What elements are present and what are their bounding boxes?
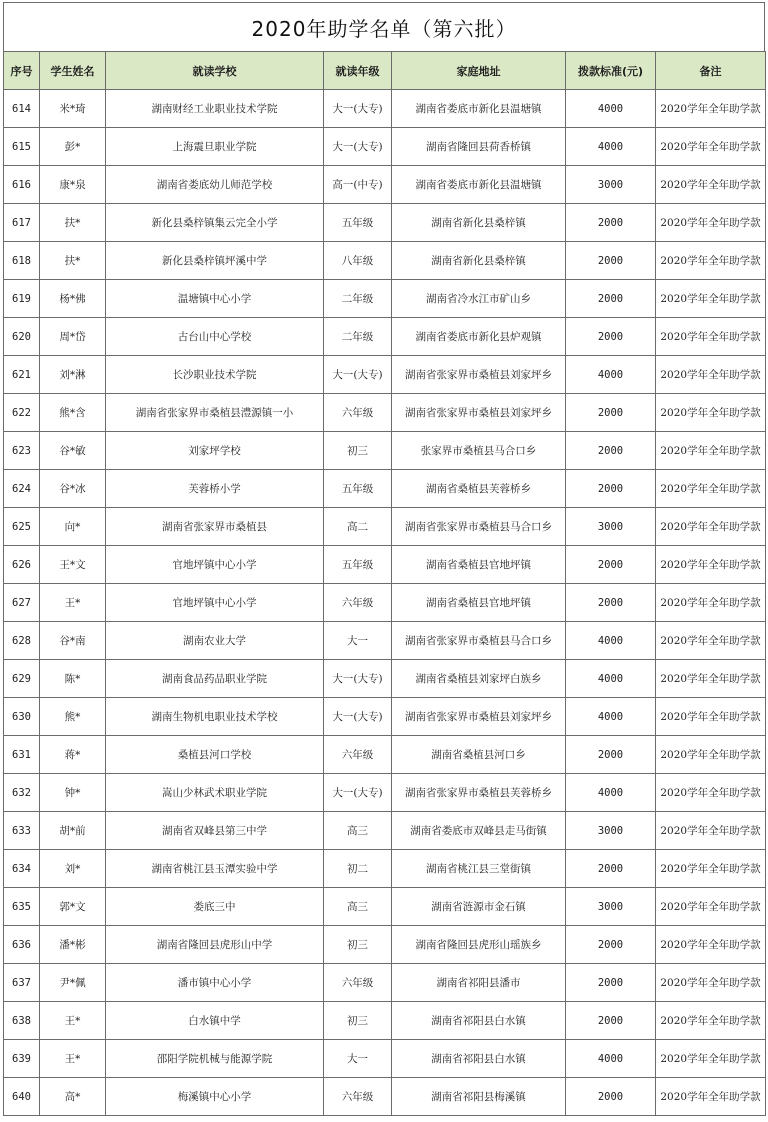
cell-note: 2020学年全年助学款 (656, 888, 766, 926)
table-row (4, 204, 766, 242)
cell-student-name: 高* (40, 1078, 106, 1116)
table-row (4, 546, 766, 584)
table-row (4, 432, 766, 470)
cell-number: 625 (4, 508, 40, 546)
cell-number: 627 (4, 584, 40, 622)
cell-amount: 4000 (566, 698, 656, 736)
cell-number: 614 (4, 90, 40, 128)
cell-grade: 高一(中专) (324, 166, 392, 204)
cell-note: 2020学年全年助学款 (656, 508, 766, 546)
cell-address: 湖南省涟源市金石镇 (392, 888, 566, 926)
table-row (4, 736, 766, 774)
cell-address: 湖南省桑植县官地坪镇 (392, 546, 566, 584)
cell-school: 官地坪镇中心小学 (106, 584, 324, 622)
cell-number: 638 (4, 1002, 40, 1040)
cell-address: 湖南省冷水江市矿山乡 (392, 280, 566, 318)
cell-grade: 大一(大专) (324, 698, 392, 736)
cell-student-name: 王* (40, 1040, 106, 1078)
cell-student-name: 米*琦 (40, 90, 106, 128)
cell-school: 湖南省双峰县第三中学 (106, 812, 324, 850)
cell-note: 2020学年全年助学款 (656, 90, 766, 128)
cell-address: 湖南省隆回县荷香桥镇 (392, 128, 566, 166)
cell-school: 湖南省隆回县虎形山中学 (106, 926, 324, 964)
cell-address: 湖南省桑植县官地坪镇 (392, 584, 566, 622)
cell-student-name: 扶* (40, 242, 106, 280)
cell-grade: 大一(大专) (324, 660, 392, 698)
column-header-school: 就读学校 (106, 52, 324, 90)
table-row (4, 242, 766, 280)
cell-number: 622 (4, 394, 40, 432)
cell-school: 湖南省娄底幼儿师范学校 (106, 166, 324, 204)
column-header-address: 家庭地址 (392, 52, 566, 90)
cell-school: 湖南财经工业职业技术学院 (106, 90, 324, 128)
cell-note: 2020学年全年助学款 (656, 470, 766, 508)
cell-number: 640 (4, 1078, 40, 1116)
cell-note: 2020学年全年助学款 (656, 584, 766, 622)
cell-address: 张家界市桑植县马合口乡 (392, 432, 566, 470)
cell-grade: 初三 (324, 926, 392, 964)
aid-list-sheet (3, 2, 765, 1116)
cell-grade: 二年级 (324, 318, 392, 356)
cell-school: 湖南省张家界市桑植县澧源镇一小 (106, 394, 324, 432)
cell-amount: 2000 (566, 584, 656, 622)
cell-amount: 4000 (566, 774, 656, 812)
cell-note: 2020学年全年助学款 (656, 242, 766, 280)
cell-grade: 八年级 (324, 242, 392, 280)
cell-amount: 2000 (566, 926, 656, 964)
table-row (4, 128, 766, 166)
cell-address: 湖南省桑植县刘家坪白族乡 (392, 660, 566, 698)
cell-number: 623 (4, 432, 40, 470)
cell-note: 2020学年全年助学款 (656, 128, 766, 166)
cell-note: 2020学年全年助学款 (656, 926, 766, 964)
cell-amount: 2000 (566, 242, 656, 280)
cell-address: 湖南省娄底市新化县炉观镇 (392, 318, 566, 356)
cell-grade: 五年级 (324, 546, 392, 584)
page-title: 2020年助学名单（第六批） (3, 2, 765, 51)
cell-student-name: 蒋* (40, 736, 106, 774)
cell-address: 湖南省张家界市桑植县刘家坪乡 (392, 356, 566, 394)
cell-school: 梅溪镇中心小学 (106, 1078, 324, 1116)
cell-student-name: 王* (40, 584, 106, 622)
table-row (4, 584, 766, 622)
cell-grade: 高三 (324, 812, 392, 850)
cell-address: 湖南省祁阳县潘市 (392, 964, 566, 1002)
cell-number: 618 (4, 242, 40, 280)
cell-grade: 大一 (324, 622, 392, 660)
cell-note: 2020学年全年助学款 (656, 394, 766, 432)
cell-school: 芙蓉桥小学 (106, 470, 324, 508)
cell-grade: 初三 (324, 432, 392, 470)
cell-school: 湖南省桃江县玉潭实验中学 (106, 850, 324, 888)
cell-number: 636 (4, 926, 40, 964)
cell-school: 邵阳学院机械与能源学院 (106, 1040, 324, 1078)
cell-amount: 4000 (566, 356, 656, 394)
cell-student-name: 扶* (40, 204, 106, 242)
cell-amount: 2000 (566, 964, 656, 1002)
cell-amount: 4000 (566, 90, 656, 128)
cell-number: 621 (4, 356, 40, 394)
cell-number: 639 (4, 1040, 40, 1078)
cell-number: 620 (4, 318, 40, 356)
aid-table (3, 51, 766, 1116)
cell-school: 湖南省张家界市桑植县 (106, 508, 324, 546)
cell-note: 2020学年全年助学款 (656, 432, 766, 470)
cell-amount: 2000 (566, 280, 656, 318)
cell-amount: 4000 (566, 622, 656, 660)
table-row (4, 166, 766, 204)
cell-student-name: 尹*佩 (40, 964, 106, 1002)
cell-grade: 六年级 (324, 736, 392, 774)
cell-student-name: 王* (40, 1002, 106, 1040)
cell-amount: 3000 (566, 812, 656, 850)
cell-school: 温塘镇中心小学 (106, 280, 324, 318)
cell-note: 2020学年全年助学款 (656, 546, 766, 584)
cell-note: 2020学年全年助学款 (656, 280, 766, 318)
cell-student-name: 彭* (40, 128, 106, 166)
table-row (4, 888, 766, 926)
cell-school: 湖南农业大学 (106, 622, 324, 660)
table-row (4, 1040, 766, 1078)
cell-student-name: 周*岱 (40, 318, 106, 356)
cell-school: 新化县桑梓镇坪溪中学 (106, 242, 324, 280)
cell-amount: 3000 (566, 166, 656, 204)
cell-student-name: 刘* (40, 850, 106, 888)
cell-address: 湖南省张家界市桑植县芙蓉桥乡 (392, 774, 566, 812)
cell-amount: 2000 (566, 470, 656, 508)
cell-school: 刘家坪学校 (106, 432, 324, 470)
cell-address: 湖南省张家界市桑植县刘家坪乡 (392, 394, 566, 432)
cell-school: 长沙职业技术学院 (106, 356, 324, 394)
cell-student-name: 钟* (40, 774, 106, 812)
cell-note: 2020学年全年助学款 (656, 204, 766, 242)
cell-school: 嵩山少林武术职业学院 (106, 774, 324, 812)
cell-grade: 高二 (324, 508, 392, 546)
column-header-student-name: 学生姓名 (40, 52, 106, 90)
cell-grade: 六年级 (324, 964, 392, 1002)
cell-amount: 4000 (566, 128, 656, 166)
table-row (4, 964, 766, 1002)
cell-student-name: 熊* (40, 698, 106, 736)
table-row (4, 698, 766, 736)
cell-address: 湖南省张家界市桑植县刘家坪乡 (392, 698, 566, 736)
cell-number: 630 (4, 698, 40, 736)
cell-note: 2020学年全年助学款 (656, 698, 766, 736)
cell-address: 湖南省娄底市新化县温塘镇 (392, 90, 566, 128)
cell-note: 2020学年全年助学款 (656, 774, 766, 812)
cell-note: 2020学年全年助学款 (656, 318, 766, 356)
cell-note: 2020学年全年助学款 (656, 1040, 766, 1078)
cell-grade: 五年级 (324, 470, 392, 508)
table-row (4, 1078, 766, 1116)
cell-school: 上海震旦职业学院 (106, 128, 324, 166)
cell-amount: 2000 (566, 204, 656, 242)
cell-student-name: 谷*南 (40, 622, 106, 660)
cell-amount: 4000 (566, 1040, 656, 1078)
cell-school: 湖南食品药品职业学院 (106, 660, 324, 698)
cell-student-name: 胡*前 (40, 812, 106, 850)
cell-number: 624 (4, 470, 40, 508)
cell-number: 615 (4, 128, 40, 166)
cell-student-name: 康*泉 (40, 166, 106, 204)
table-row (4, 394, 766, 432)
cell-address: 湖南省隆回县虎形山瑶族乡 (392, 926, 566, 964)
cell-school: 娄底三中 (106, 888, 324, 926)
cell-address: 湖南省新化县桑梓镇 (392, 242, 566, 280)
column-header-note: 备注 (656, 52, 766, 90)
cell-address: 湖南省张家界市桑植县马合口乡 (392, 508, 566, 546)
cell-number: 619 (4, 280, 40, 318)
cell-address: 湖南省新化县桑梓镇 (392, 204, 566, 242)
cell-number: 628 (4, 622, 40, 660)
cell-school: 桑植县河口学校 (106, 736, 324, 774)
table-row (4, 850, 766, 888)
cell-number: 637 (4, 964, 40, 1002)
cell-amount: 2000 (566, 318, 656, 356)
cell-grade: 五年级 (324, 204, 392, 242)
cell-grade: 高三 (324, 888, 392, 926)
cell-grade: 大一 (324, 1040, 392, 1078)
column-header-amount: 拨款标准(元) (566, 52, 656, 90)
cell-address: 湖南省张家界市桑植县马合口乡 (392, 622, 566, 660)
column-header-number: 序号 (4, 52, 40, 90)
cell-number: 635 (4, 888, 40, 926)
cell-note: 2020学年全年助学款 (656, 964, 766, 1002)
cell-grade: 六年级 (324, 584, 392, 622)
cell-grade: 大一(大专) (324, 356, 392, 394)
table-row (4, 926, 766, 964)
cell-address: 湖南省祁阳县梅溪镇 (392, 1078, 566, 1116)
cell-note: 2020学年全年助学款 (656, 356, 766, 394)
cell-student-name: 刘*淋 (40, 356, 106, 394)
cell-number: 626 (4, 546, 40, 584)
cell-student-name: 杨*佛 (40, 280, 106, 318)
table-row (4, 812, 766, 850)
cell-student-name: 陈* (40, 660, 106, 698)
cell-address: 湖南省娄底市新化县温塘镇 (392, 166, 566, 204)
cell-amount: 2000 (566, 1078, 656, 1116)
cell-amount: 3000 (566, 508, 656, 546)
cell-note: 2020学年全年助学款 (656, 166, 766, 204)
table-body (4, 90, 766, 1116)
cell-student-name: 郭*文 (40, 888, 106, 926)
cell-note: 2020学年全年助学款 (656, 736, 766, 774)
cell-student-name: 谷*冰 (40, 470, 106, 508)
cell-address: 湖南省桑植县芙蓉桥乡 (392, 470, 566, 508)
table-row (4, 280, 766, 318)
cell-grade: 六年级 (324, 394, 392, 432)
cell-student-name: 潘*彬 (40, 926, 106, 964)
table-row (4, 90, 766, 128)
cell-number: 617 (4, 204, 40, 242)
cell-address: 湖南省桃江县三堂街镇 (392, 850, 566, 888)
cell-grade: 初二 (324, 850, 392, 888)
cell-grade: 二年级 (324, 280, 392, 318)
cell-school: 古台山中心学校 (106, 318, 324, 356)
cell-note: 2020学年全年助学款 (656, 850, 766, 888)
cell-number: 632 (4, 774, 40, 812)
cell-amount: 2000 (566, 850, 656, 888)
table-row (4, 622, 766, 660)
cell-address: 湖南省祁阳县白水镇 (392, 1040, 566, 1078)
cell-school: 潘市镇中心小学 (106, 964, 324, 1002)
cell-student-name: 谷*敏 (40, 432, 106, 470)
cell-note: 2020学年全年助学款 (656, 622, 766, 660)
table-row (4, 356, 766, 394)
cell-note: 2020学年全年助学款 (656, 1078, 766, 1116)
table-header-row (4, 52, 766, 90)
table-row (4, 470, 766, 508)
cell-address: 湖南省桑植县河口乡 (392, 736, 566, 774)
cell-amount: 3000 (566, 888, 656, 926)
cell-grade: 六年级 (324, 1078, 392, 1116)
cell-note: 2020学年全年助学款 (656, 1002, 766, 1040)
cell-amount: 2000 (566, 394, 656, 432)
cell-amount: 2000 (566, 546, 656, 584)
cell-amount: 2000 (566, 432, 656, 470)
cell-amount: 2000 (566, 736, 656, 774)
cell-school: 湖南生物机电职业技术学校 (106, 698, 324, 736)
cell-note: 2020学年全年助学款 (656, 660, 766, 698)
cell-grade: 大一(大专) (324, 90, 392, 128)
cell-student-name: 王*文 (40, 546, 106, 584)
table-row (4, 508, 766, 546)
cell-address: 湖南省祁阳县白水镇 (392, 1002, 566, 1040)
cell-grade: 初三 (324, 1002, 392, 1040)
cell-number: 633 (4, 812, 40, 850)
cell-address: 湖南省娄底市双峰县走马街镇 (392, 812, 566, 850)
cell-number: 634 (4, 850, 40, 888)
cell-student-name: 熊*含 (40, 394, 106, 432)
table-row (4, 318, 766, 356)
cell-school: 官地坪镇中心小学 (106, 546, 324, 584)
cell-number: 616 (4, 166, 40, 204)
cell-number: 629 (4, 660, 40, 698)
table-row (4, 774, 766, 812)
cell-school: 白水镇中学 (106, 1002, 324, 1040)
table-row (4, 660, 766, 698)
table-row (4, 1002, 766, 1040)
cell-number: 631 (4, 736, 40, 774)
cell-amount: 2000 (566, 1002, 656, 1040)
cell-grade: 大一(大专) (324, 128, 392, 166)
cell-grade: 大一(大专) (324, 774, 392, 812)
cell-student-name: 向* (40, 508, 106, 546)
cell-school: 新化县桑梓镇集云完全小学 (106, 204, 324, 242)
column-header-grade: 就读年级 (324, 52, 392, 90)
cell-note: 2020学年全年助学款 (656, 812, 766, 850)
cell-amount: 4000 (566, 660, 656, 698)
